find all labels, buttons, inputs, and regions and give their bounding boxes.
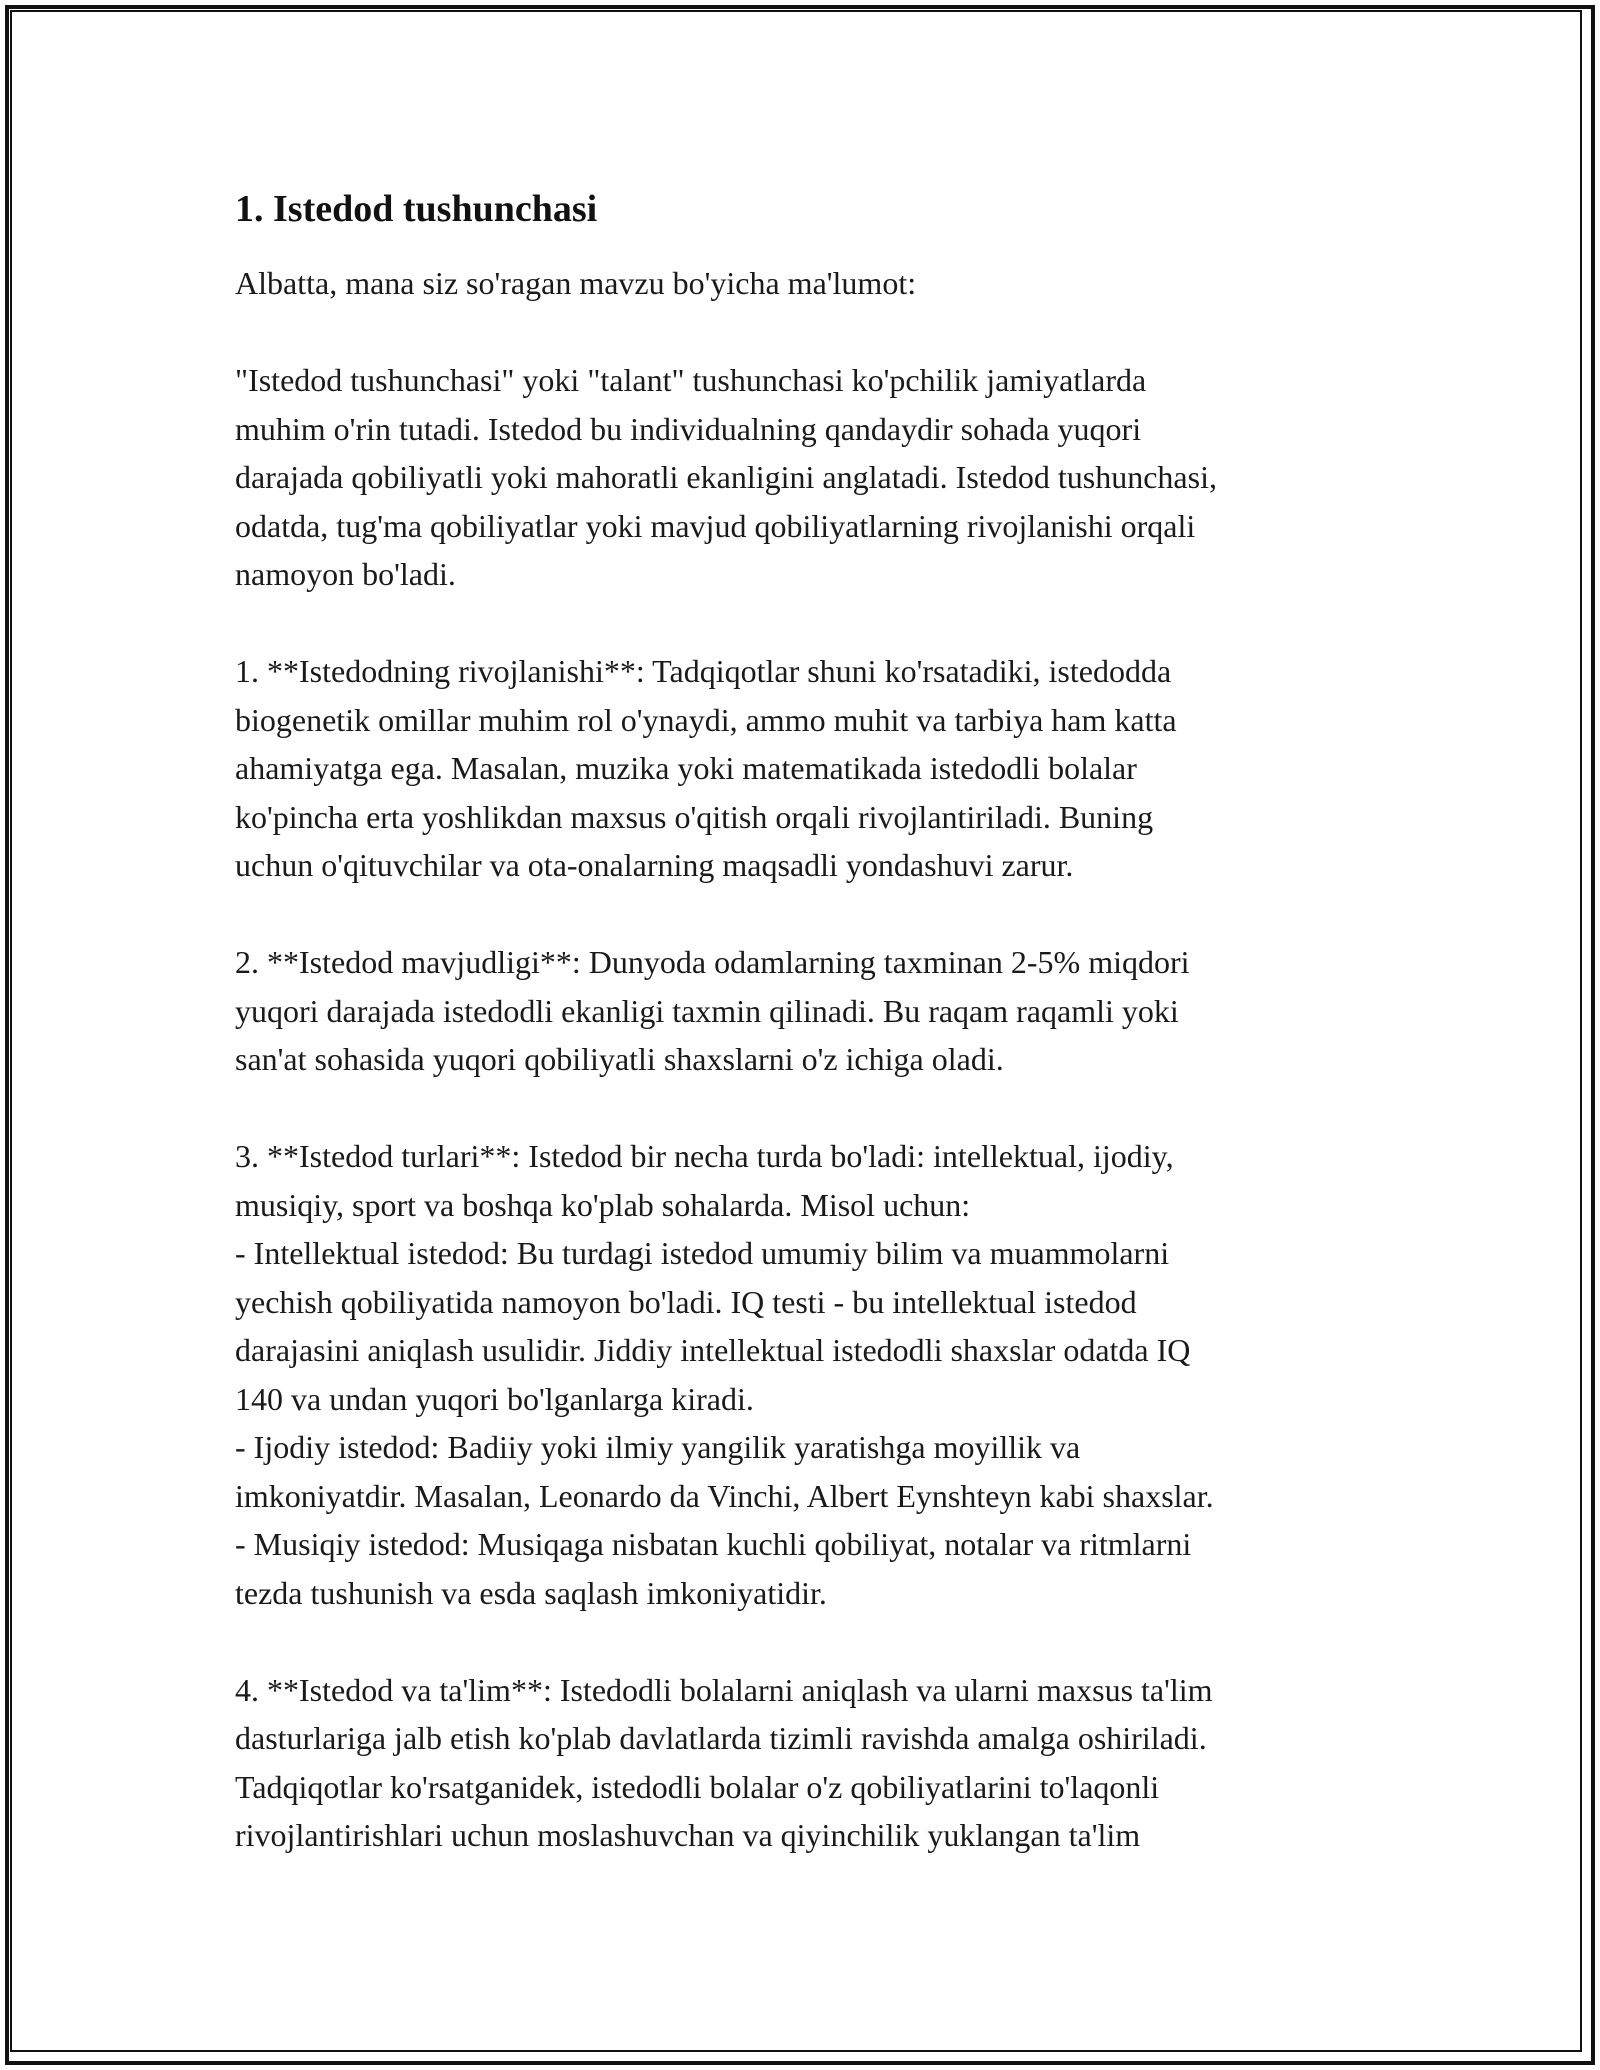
section-heading: 1. Istedod tushunchasi — [235, 188, 598, 230]
list-item-types: 3. **Istedod turlari**: Istedod bir necha turda bo'ladi: intellektual, ijodiy, musiqiy, sport va boshqa ko'plab sohalarda. Misol uchun: - Intellektual istedod: Bu turdagi istedod umumiy bilim va muammolarni yechish qobiliyatida namoyon bo'ladi. IQ testi - bu intellektual istedod darajasini aniqlash usulidir. Jiddiy intellektual istedodli shaxslar odatda IQ 140 va undan yuqori bo'lganlarga kiradi. - Ijodiy istedod: Badiiy yoki ilmiy yangilik yaratishga moyillik va imkoniyatdir. Masalan, Leonardo da Vinchi, Albert Eynshteyn kabi shaxslar. - Musiqiy istedod: Musiqaga nisbatan kuchli qobiliyat, notalar va ritmlarni tezda tushunish va esda saqlash imkoniyatidir. — [235, 1138, 1214, 1611]
intro-paragraph: Albatta, mana siz so'ragan mavzu bo'yicha ma'lumot: — [235, 265, 917, 301]
definition-paragraph: "Istedod tushunchasi" yoki "talant" tushunchasi ko'pchilik jamiyatlarda muhim o'rin tutadi. Istedod bu individualning qandaydir sohada yuqori darajada qobiliyatli yoki mahoratli ekanligini anglatadi. Istedod tushunchasi, odatda, tug'ma qobiliyatlar yoki mavjud qobiliyatlarning rivojlanishi orqali namoyon bo'ladi. — [235, 362, 1217, 592]
list-item-prevalence: 2. **Istedod mavjudligi**: Dunyoda odamlarning taxminan 2-5% miqdori yuqori darajada istedodli ekanligi taxmin qilinadi. Bu raqam raqamli yoki san'at sohasida yuqori qobiliyatli shaxslarni o'z ichiga oladi. — [235, 944, 1190, 1077]
list-item-education: 4. **Istedod va ta'lim**: Istedodli bolalarni aniqlash va ularni maxsus ta'lim dasturlariga jalb etish ko'plab davlatlarda tizimli ravishda amalga oshiriladi. Tadqiqotlar ko'rsatganidek, istedodli bolalar o'z qobiliyatlarini to'laqonli rivojlantirishlari uchun moslashuvchan va qiyinchilik yuklangan ta'lim — [235, 1671, 1213, 1853]
document-body — [235, 185, 1385, 1860]
list-item-development: 1. **Istedodning rivojlanishi**: Tadqiqotlar shuni ko'rsatadiki, istedodda biogenetik omillar muhim rol o'ynaydi, ammo muhit va tarbiya ham katta ahamiyatga ega. Masalan, muzika yoki matematikada istedodli bolalar ko'pincha erta yoshlikdan maxsus o'qitish orqali rivojlantiriladi. Buning uchun o'qituvchilar va ota-onalarning maqsadli yondashuvi zarur. — [235, 653, 1177, 883]
